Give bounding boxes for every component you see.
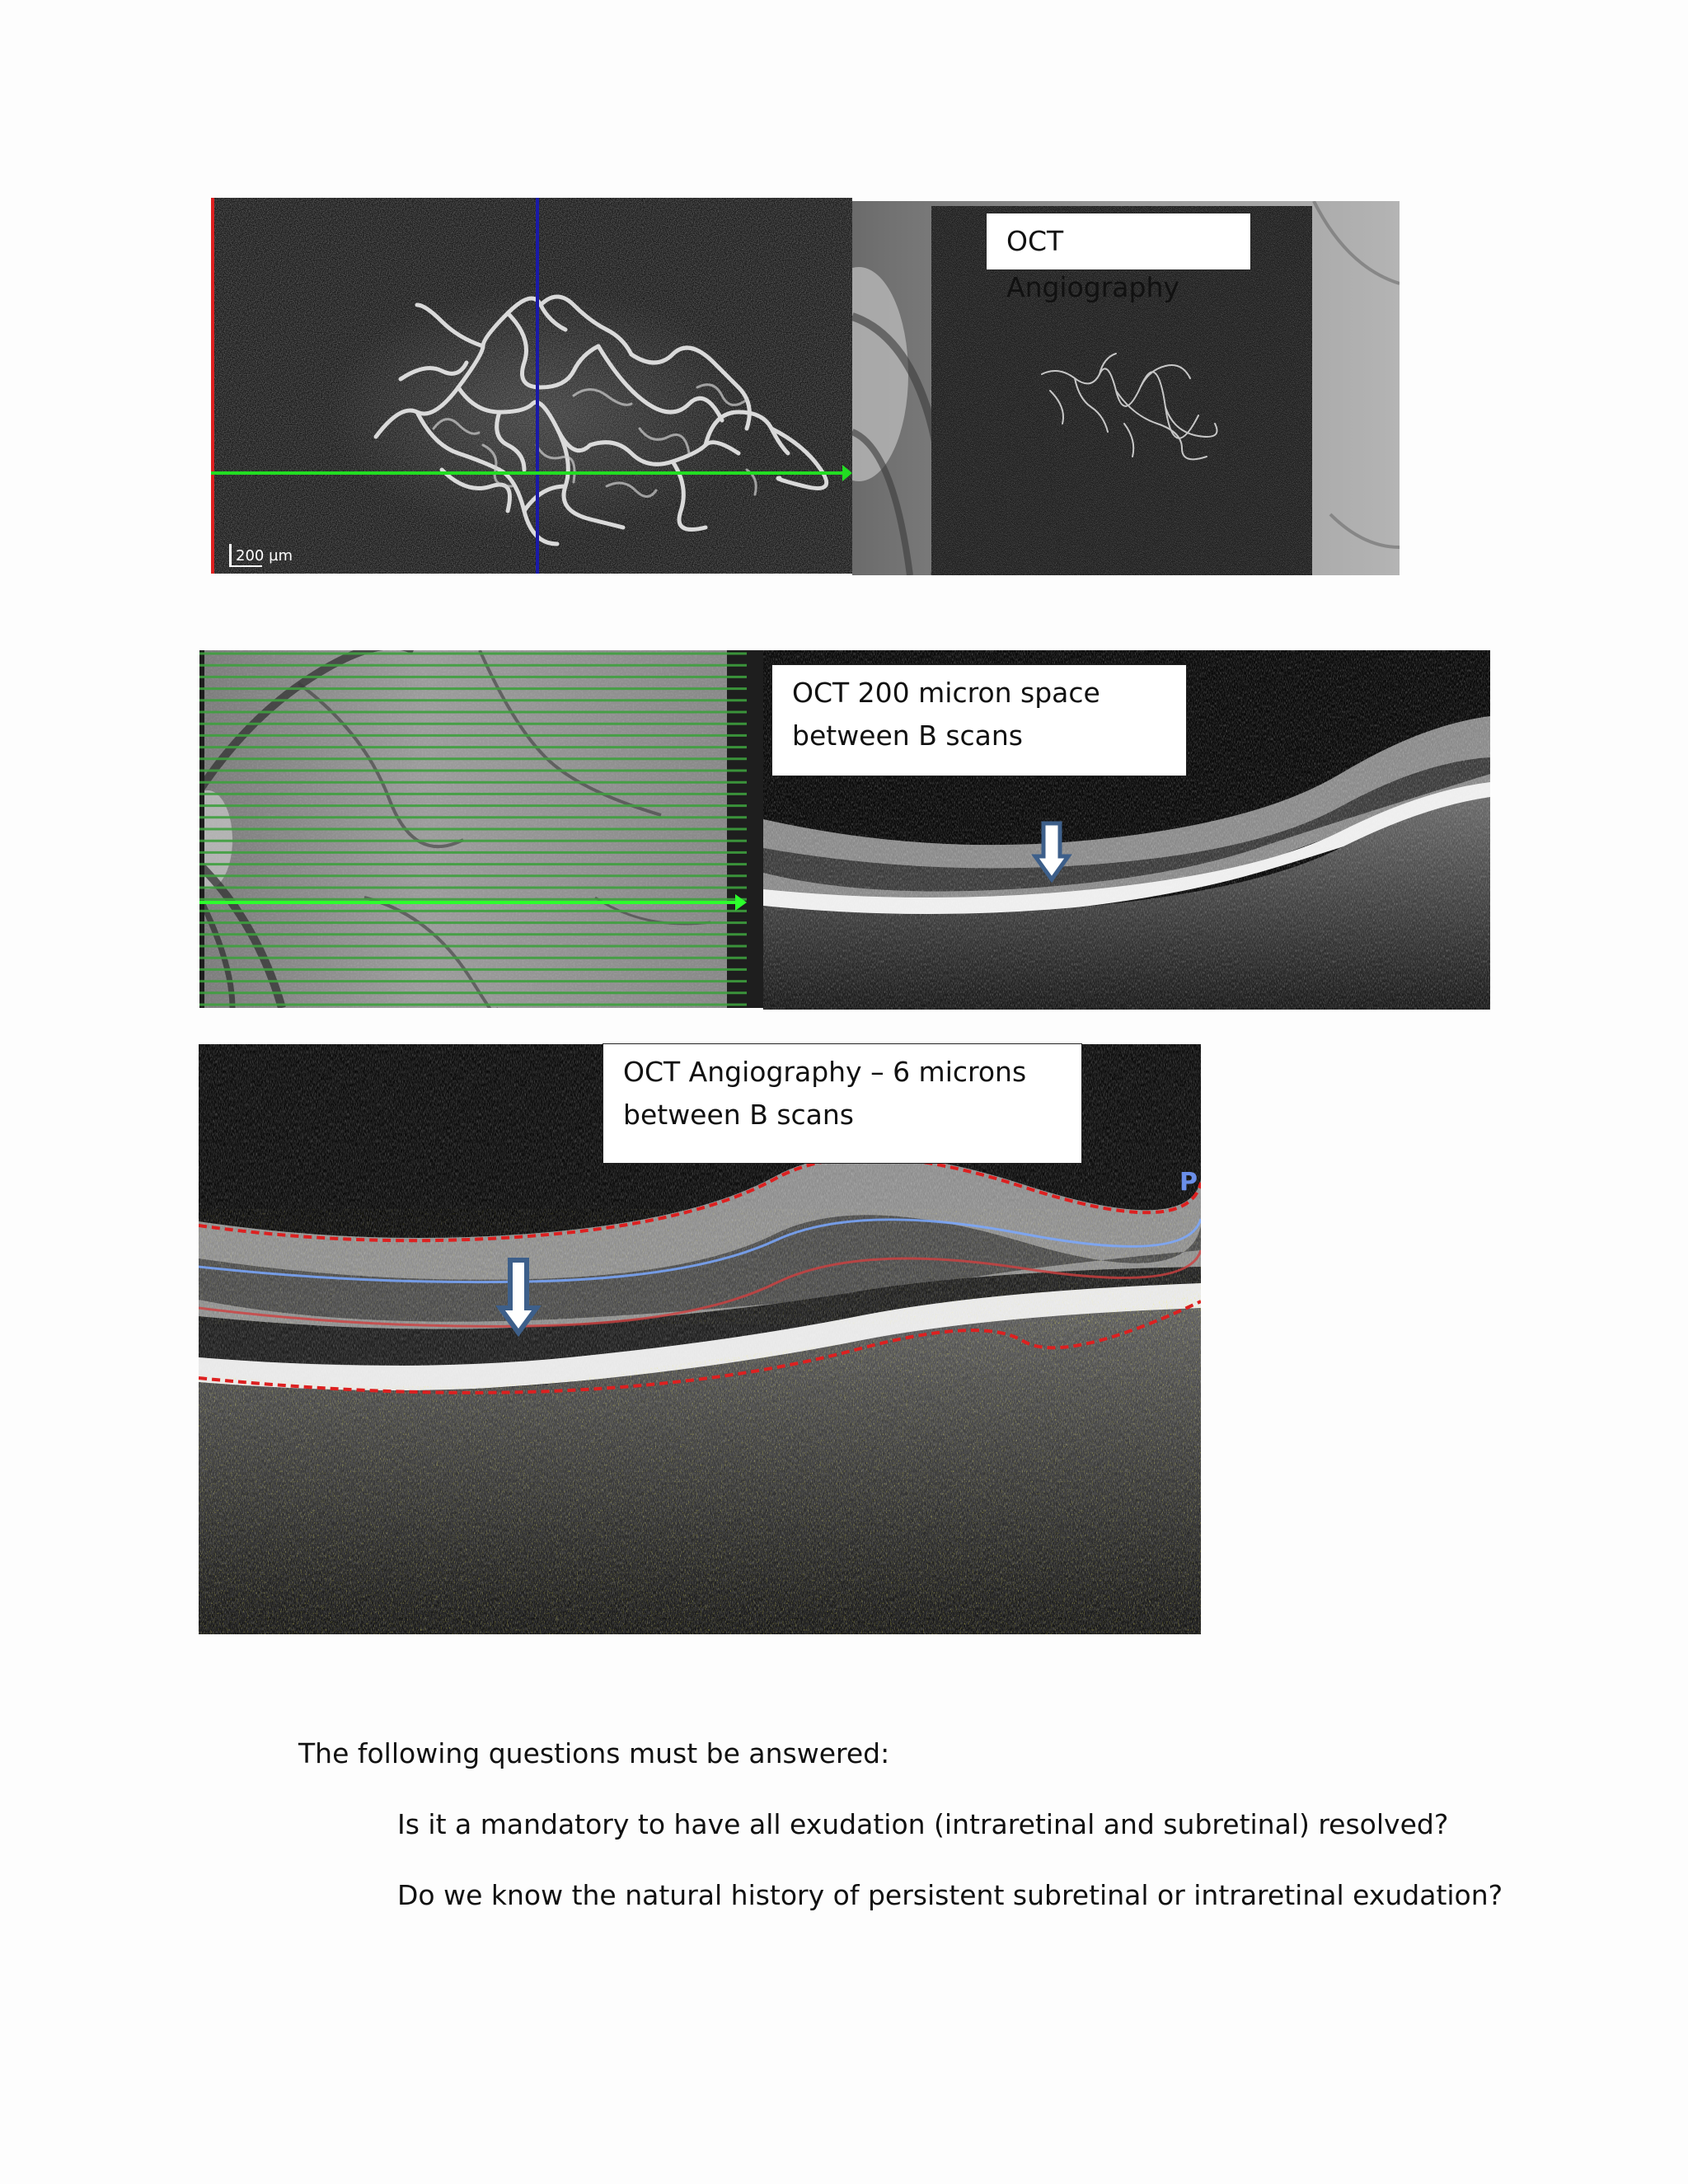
oct-200-label-line2: between B scans: [792, 719, 1023, 752]
octa-enface-graphic: [211, 198, 852, 574]
octa-label-text: OCT Angiography: [1006, 225, 1179, 303]
questions-intro: The following questions must be answered:: [298, 1737, 890, 1769]
oct-200-label-line1: OCT 200 micron space: [792, 677, 1100, 709]
scale-bar-label: 200 µm: [236, 547, 293, 565]
octa-6-label-box: [603, 1043, 1082, 1164]
corner-tag: P: [1179, 1168, 1198, 1197]
octa-6-label-line1: OCT Angiography – 6 microns: [623, 1056, 1027, 1088]
oct-200-label-box: [771, 664, 1187, 776]
question-item: Do we know the natural history of persistent subretinal or intraretinal exudation?: [397, 1879, 1503, 1911]
selected-bscan-line[interactable]: [199, 901, 743, 904]
octa-label-box: [986, 213, 1251, 303]
scale-bar: [229, 544, 232, 567]
vertical-scan-marker[interactable]: [536, 198, 539, 574]
fundus-scan-grid: [199, 650, 763, 1008]
octa-6-label-line2: between B scans: [623, 1099, 854, 1131]
fundus-bscan-lines-image: [199, 650, 763, 1008]
question-item: Is it a mandatory to have all exudation (intraretinal and subretinal) resolved?: [397, 1808, 1449, 1840]
red-frame-marker: [211, 198, 214, 574]
horizontal-scan-line[interactable]: [211, 471, 842, 475]
octa-enface-image: [211, 198, 852, 574]
